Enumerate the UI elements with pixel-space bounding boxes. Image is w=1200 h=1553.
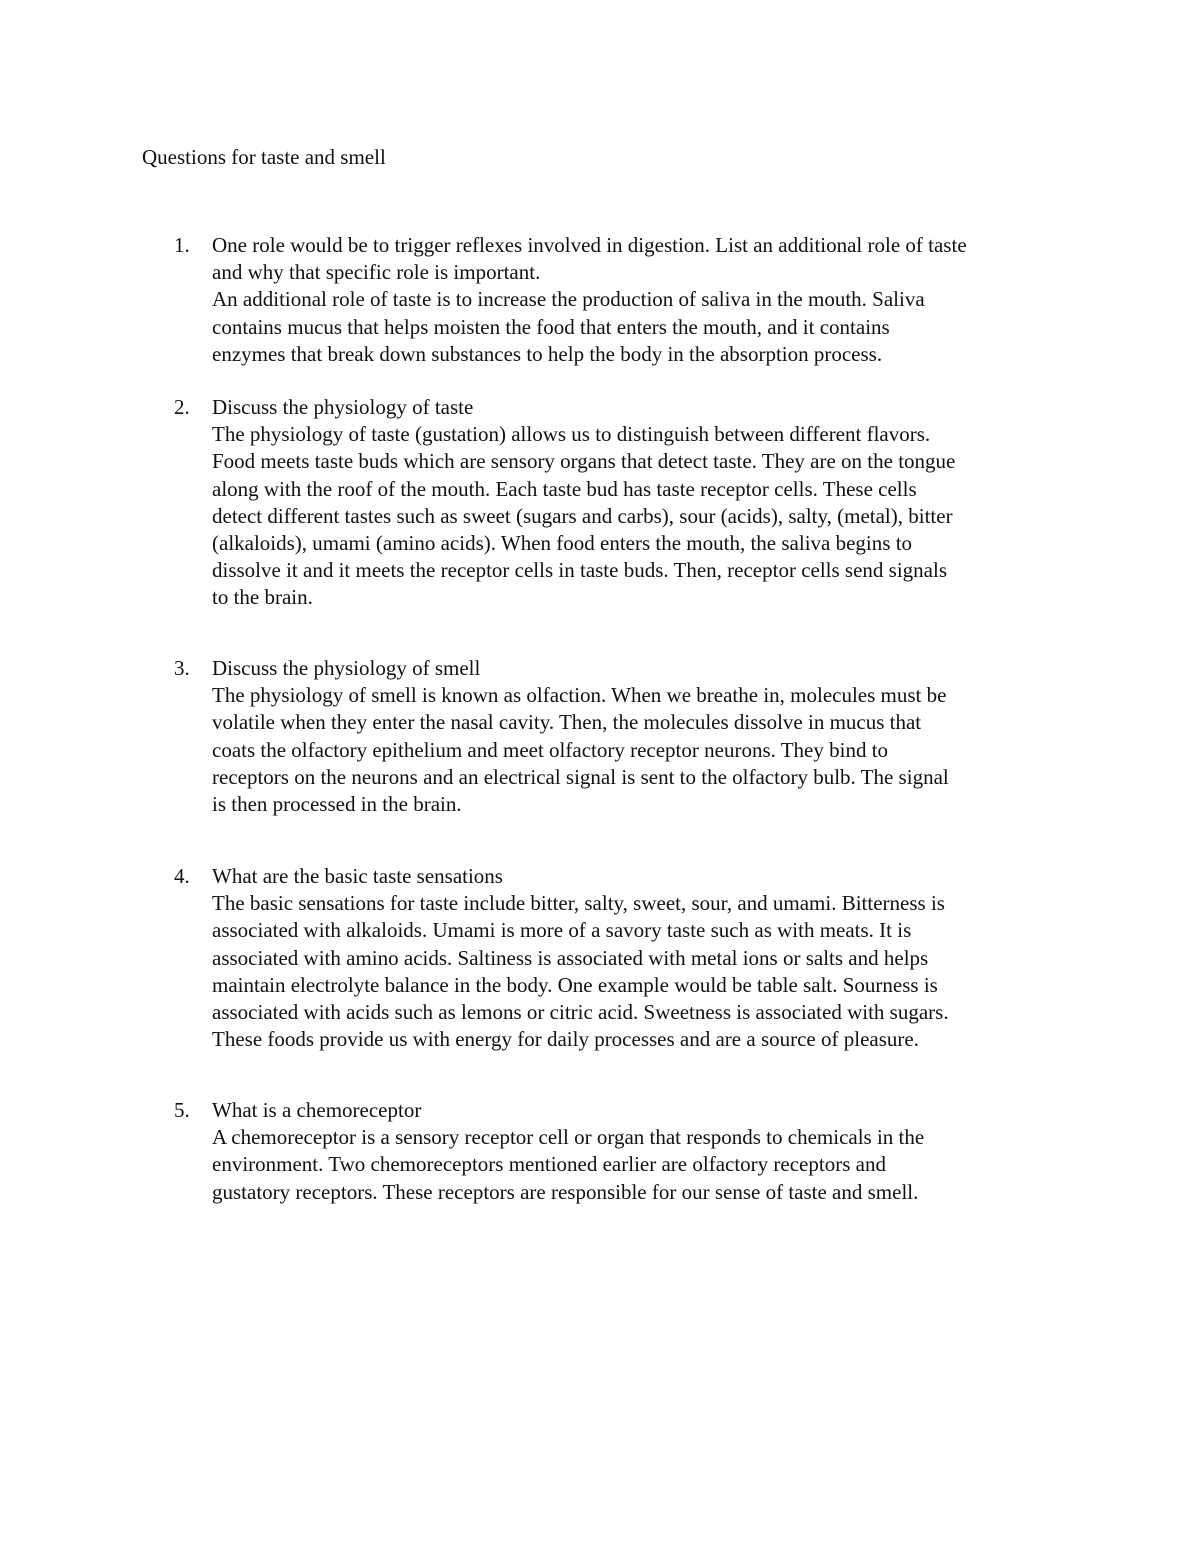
question-number: 3. [174, 656, 190, 680]
answer-text-line: receptors on the neurons and an electrical signal is sent to the olfactory bulb. The signal [212, 764, 949, 789]
question-body [212, 655, 1082, 818]
answer-text-line: coats the olfactory epithelium and meet olfactory receptor neurons. They bind to [212, 737, 889, 762]
answer-text-line: The physiology of smell is known as olfaction. When we breathe in, molecules must be [212, 683, 947, 708]
answer-text-line: associated with amino acids. Saltiness is associated with metal ions or salts and helps [212, 945, 929, 970]
question-prompt-line: What is a chemoreceptor [212, 1098, 422, 1122]
answer-text-line: gustatory receptors. These receptors are responsible for our sense of taste and smell. [212, 1179, 919, 1204]
answer-text-line: (alkaloids), umami (amino acids). When food enters the mouth, the saliva begins to [212, 530, 913, 555]
question-number: 2. [174, 395, 190, 419]
question-number: 5. [174, 1098, 190, 1122]
answer-text-line: dissolve it and it meets the receptor cells in taste buds. Then, receptor cells send signals [212, 558, 947, 583]
question-prompt-line: Discuss the physiology of smell [212, 656, 481, 680]
answer-text-line: The basic sensations for taste include bitter, salty, sweet, sour, and umami. Bitterness is [212, 891, 945, 916]
answer-text-line: associated with acids such as lemons or citric acid. Sweetness is associated with sugars. [212, 999, 949, 1024]
answer-text-line: contains mucus that helps moisten the food that enters the mouth, and it contains [212, 314, 890, 339]
question-prompt-line: One role would be to trigger reflexes involved in digestion. List an additional role of taste [212, 233, 967, 257]
document-title: Questions for taste and smell [142, 145, 386, 169]
question-prompt-line: Discuss the physiology of taste [212, 395, 474, 419]
answer-text-line: along with the roof of the mouth. Each taste bud has taste receptor cells. These cells [212, 476, 917, 501]
answer-text-line: An additional role of taste is to increase the production of saliva in the mouth. Saliva [212, 287, 925, 312]
answer-text-line: Food meets taste buds which are sensory organs that detect taste. They are on the tongue [212, 449, 956, 474]
answer-text-line: maintain electrolyte balance in the body. One example would be table salt. Sourness is [212, 972, 938, 997]
answer-text-line: environment. Two chemoreceptors mentioned earlier are olfactory receptors and [212, 1152, 886, 1177]
answer-text-line: These foods provide us with energy for daily processes and are a source of pleasure. [212, 1027, 919, 1052]
answer-text-line: The physiology of taste (gustation) allows us to distinguish between different flavors. [212, 422, 931, 447]
answer-text-line: detect different tastes such as sweet (sugars and carbs), sour (acids), salty, (metal), bitter [212, 503, 953, 528]
question-body [212, 394, 1082, 612]
question-number: 4. [174, 864, 190, 888]
answer-text-line: enzymes that break down substances to help the body in the absorption process. [212, 341, 883, 366]
question-body [212, 1097, 1082, 1206]
answer-text-line: is then processed in the brain. [212, 791, 462, 816]
question-number: 1. [174, 233, 190, 257]
question-body [212, 863, 1082, 1053]
question-prompt-line: What are the basic taste sensations [212, 864, 503, 888]
answer-text-line: volatile when they enter the nasal cavity. Then, the molecules dissolve in mucus that [212, 710, 922, 735]
question-body [212, 232, 1082, 368]
question-prompt-line: and why that specific role is important. [212, 260, 541, 285]
answer-text-line: associated with alkaloids. Umami is more of a savory taste such as with meats. It is [212, 918, 912, 943]
answer-text-line: A chemoreceptor is a sensory receptor cell or organ that responds to chemicals in the [212, 1125, 925, 1150]
answer-text-line: to the brain. [212, 585, 313, 610]
